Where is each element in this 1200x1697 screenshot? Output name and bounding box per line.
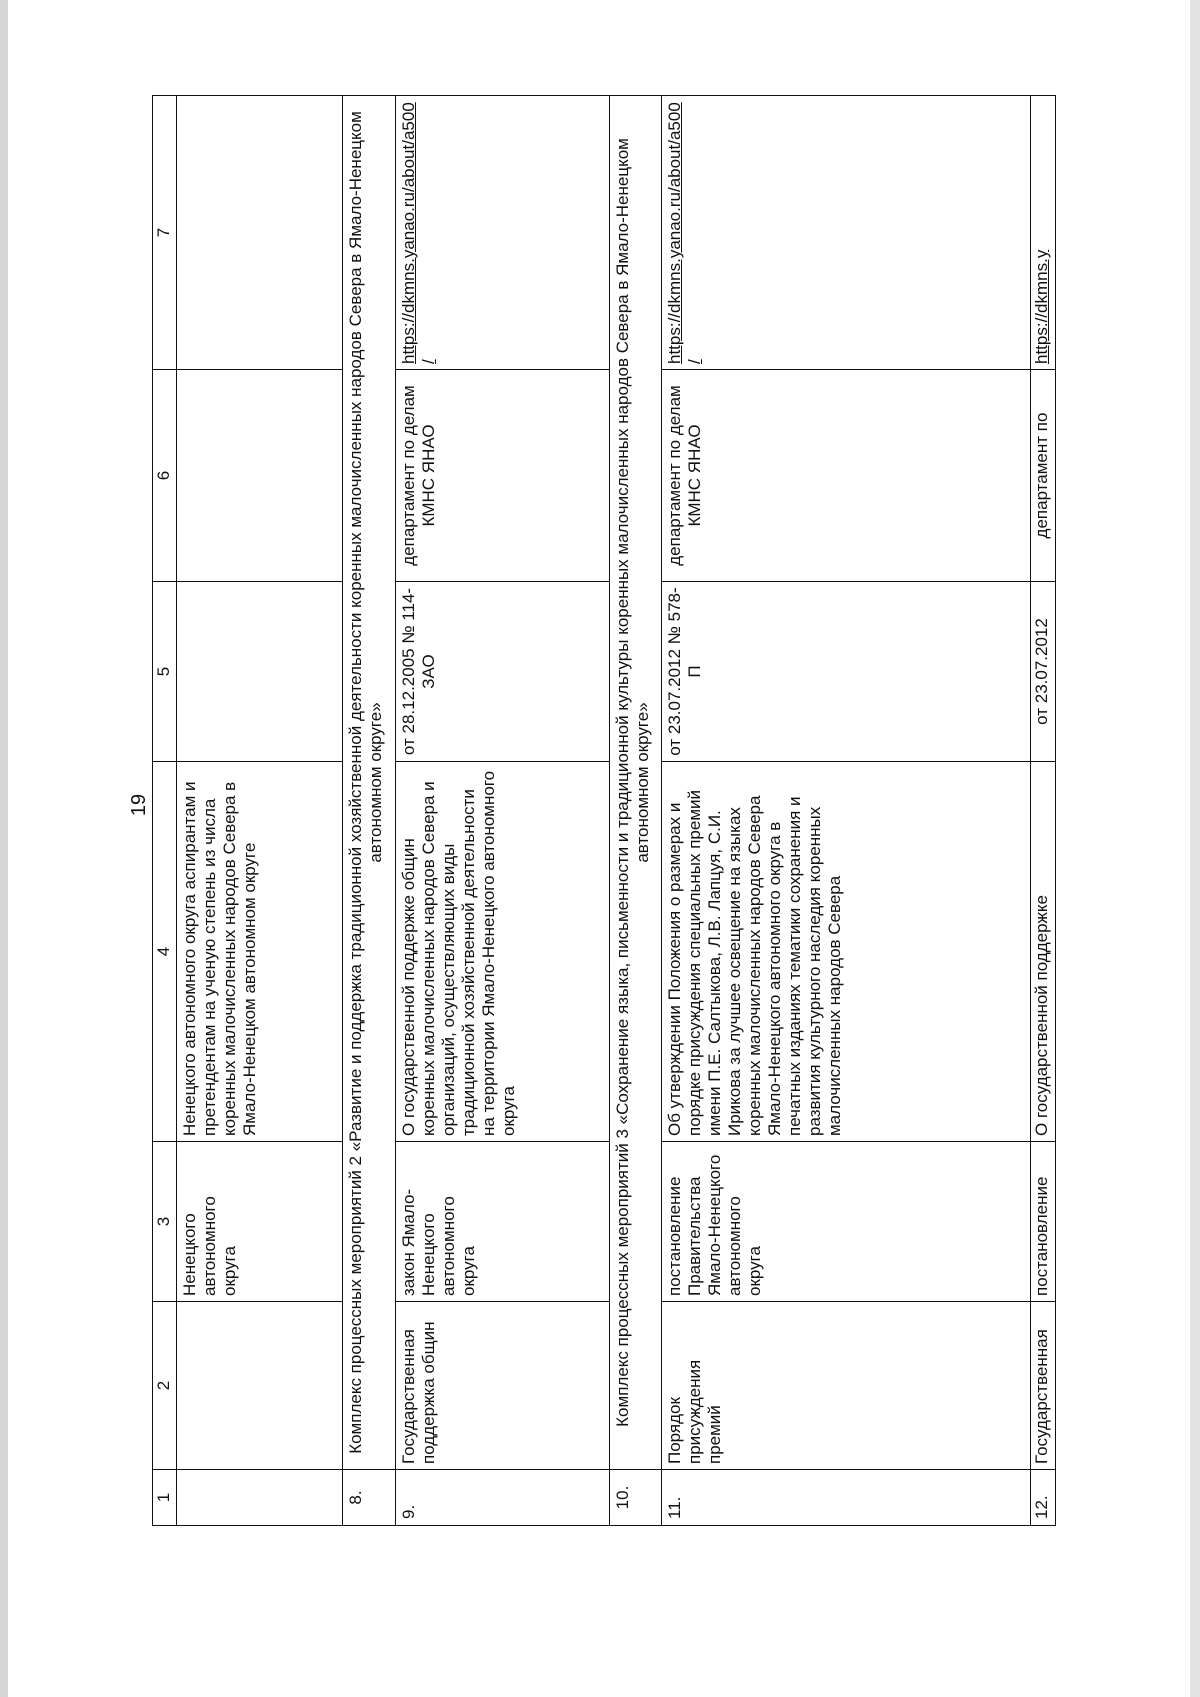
act-link[interactable]: https://dkmns.yanao.ru/about/a500/ [665, 102, 705, 364]
act-link-cell [662, 96, 1031, 370]
act-title: О государственной поддержке [1031, 762, 1056, 1142]
page-edge-right [1190, 0, 1200, 1697]
rotated-table-container [152, 96, 1056, 1526]
header-cell-4: 4 [153, 762, 177, 1142]
responsible-dept [176, 370, 342, 582]
section-number: 10. [609, 1470, 662, 1526]
header-cell-6: 6 [153, 370, 177, 582]
row-number [176, 1470, 342, 1526]
act-date: от 23.07.2012 № 578-П [662, 582, 1031, 762]
act-link[interactable]: https://dkmns.yanao.ru/about/a500/ [398, 102, 438, 364]
section-row [609, 96, 662, 1526]
act-type: постановление [1031, 1142, 1056, 1302]
section-row [343, 96, 396, 1526]
row-number: 9. [395, 1470, 609, 1526]
row-number: 12. [1031, 1470, 1056, 1526]
act-name [176, 1302, 342, 1470]
act-type: закон Ямало-Ненецкого автономного округа [395, 1142, 609, 1302]
act-type: постановление Правительства Ямало-Ненецкого автономного округа [662, 1142, 1031, 1302]
section-number: 8. [343, 1470, 396, 1526]
legal-acts-table [152, 95, 1056, 1526]
table-row [662, 96, 1031, 1526]
row-number: 11. [662, 1470, 1031, 1526]
responsible-dept: департамент по делам КМНС ЯНАО [662, 370, 1031, 582]
act-date: от 23.07.2012 [1031, 582, 1056, 762]
act-name: Государственная [1031, 1302, 1056, 1470]
table-row [395, 96, 609, 1526]
act-title: Об утверждении Положения о размерах и порядке присуждения специальных премий имени П.Е. Салтыкова, Л.В. Лапцуя, С.И. Ирикова за лучшее освещение на языках коренных малочисленных народов Севера Ямало-Ненецкого автономного округа в печатных изданиях тематики сохранения и развития культурного наследия коренных малочисленных народов Севера [662, 762, 1031, 1142]
act-title: О государственной поддержке общин коренных малочисленных народов Севера и организаций, осуществляющих виды традиционной хозяйственной деятельности на территории Ямало-Ненецкого автономного округа [395, 762, 609, 1142]
act-title: Ненецкого автономного округа аспирантам и претендентам на ученую степень из числа коренных малочисленных народов Севера в Ямало-Ненецком автономном округе [176, 762, 342, 1142]
responsible-dept: департамент по [1031, 370, 1056, 582]
responsible-dept: департамент по делам КМНС ЯНАО [395, 370, 609, 582]
act-link[interactable]: https://dkmns.y [1032, 249, 1052, 364]
section-title: Комплекс процессных мероприятий 3 «Сохранение языка, письменности и традиционной культуры коренных малочисленных народов Севера в Ямало-Ненецком автономном округе» [609, 96, 662, 1470]
header-cell-2: 2 [153, 1302, 177, 1470]
act-name: Государственная поддержка общин [395, 1302, 609, 1470]
act-link-cell [1031, 96, 1056, 370]
page-edge-left [0, 0, 8, 1697]
header-cell-5: 5 [153, 582, 177, 762]
header-cell-3: 3 [153, 1142, 177, 1302]
header-cell-1: 1 [153, 1470, 177, 1526]
act-date: от 28.12.2005 № 114-ЗАО [395, 582, 609, 762]
page-number: 19 [128, 793, 150, 817]
act-link-cell [395, 96, 609, 370]
act-link [176, 96, 342, 370]
act-name: Порядок присуждения премий [662, 1302, 1031, 1470]
table-row [176, 96, 342, 1526]
table-row [1031, 96, 1056, 1526]
act-type: Ненецкого автономного округа [176, 1142, 342, 1302]
section-title: Комплекс процессных мероприятий 2 «Развитие и поддержка традиционной хозяйственной деятельности коренных малочисленных народов Севера в Ямало-Ненецком автономном округе» [343, 96, 396, 1470]
act-date [176, 582, 342, 762]
header-row [153, 96, 177, 1526]
header-cell-7: 7 [153, 96, 177, 370]
